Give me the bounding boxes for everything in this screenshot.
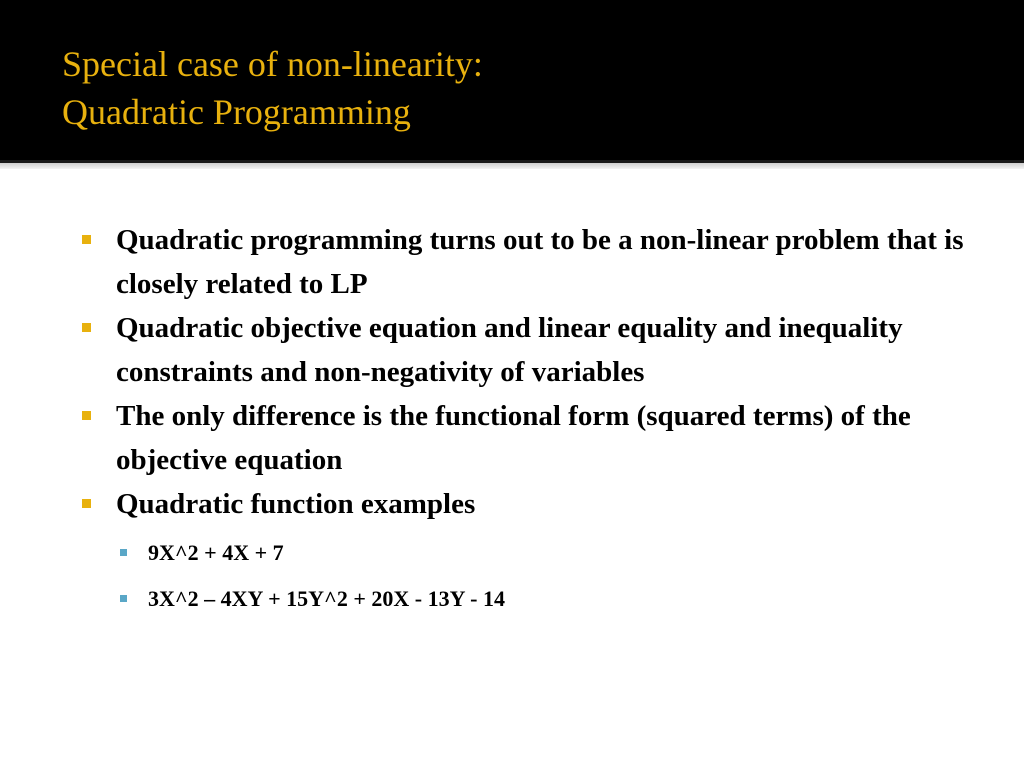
bullet-item	[82, 306, 982, 394]
bullet-text: Quadratic objective equation and linear equality and inequality constraints and non-negativity of variables	[116, 312, 903, 388]
square-bullet-icon	[82, 235, 91, 244]
bullet-list	[82, 218, 982, 622]
slide-title	[62, 40, 982, 136]
square-sub-bullet-icon	[120, 595, 127, 602]
slide-body	[82, 218, 982, 622]
bullet-item	[82, 218, 982, 306]
slide-title-line-2: Quadratic Programming	[62, 92, 411, 132]
slide-title-line-1: Special case of non-linearity:	[62, 44, 483, 84]
sub-bullet-text: 3X^2 – 4XY + 15Y^2 + 20X - 13Y - 14	[148, 586, 505, 611]
sub-bullet-text: 9X^2 + 4X + 7	[148, 540, 284, 565]
bullet-item	[82, 482, 982, 622]
bullet-item	[82, 394, 982, 482]
bullet-text: The only difference is the functional form (squared terms) of the objective equation	[116, 400, 911, 476]
bullet-text: Quadratic programming turns out to be a non-linear problem that is closely related to LP	[116, 224, 964, 300]
square-bullet-icon	[82, 411, 91, 420]
title-divider-shadow	[0, 163, 1024, 169]
bullet-text: Quadratic function examples	[116, 488, 476, 520]
sub-bullet-item	[116, 576, 982, 622]
sub-bullet-list	[116, 530, 982, 622]
square-bullet-icon	[82, 499, 91, 508]
square-bullet-icon	[82, 323, 91, 332]
sub-bullet-item	[116, 530, 982, 576]
square-sub-bullet-icon	[120, 549, 127, 556]
